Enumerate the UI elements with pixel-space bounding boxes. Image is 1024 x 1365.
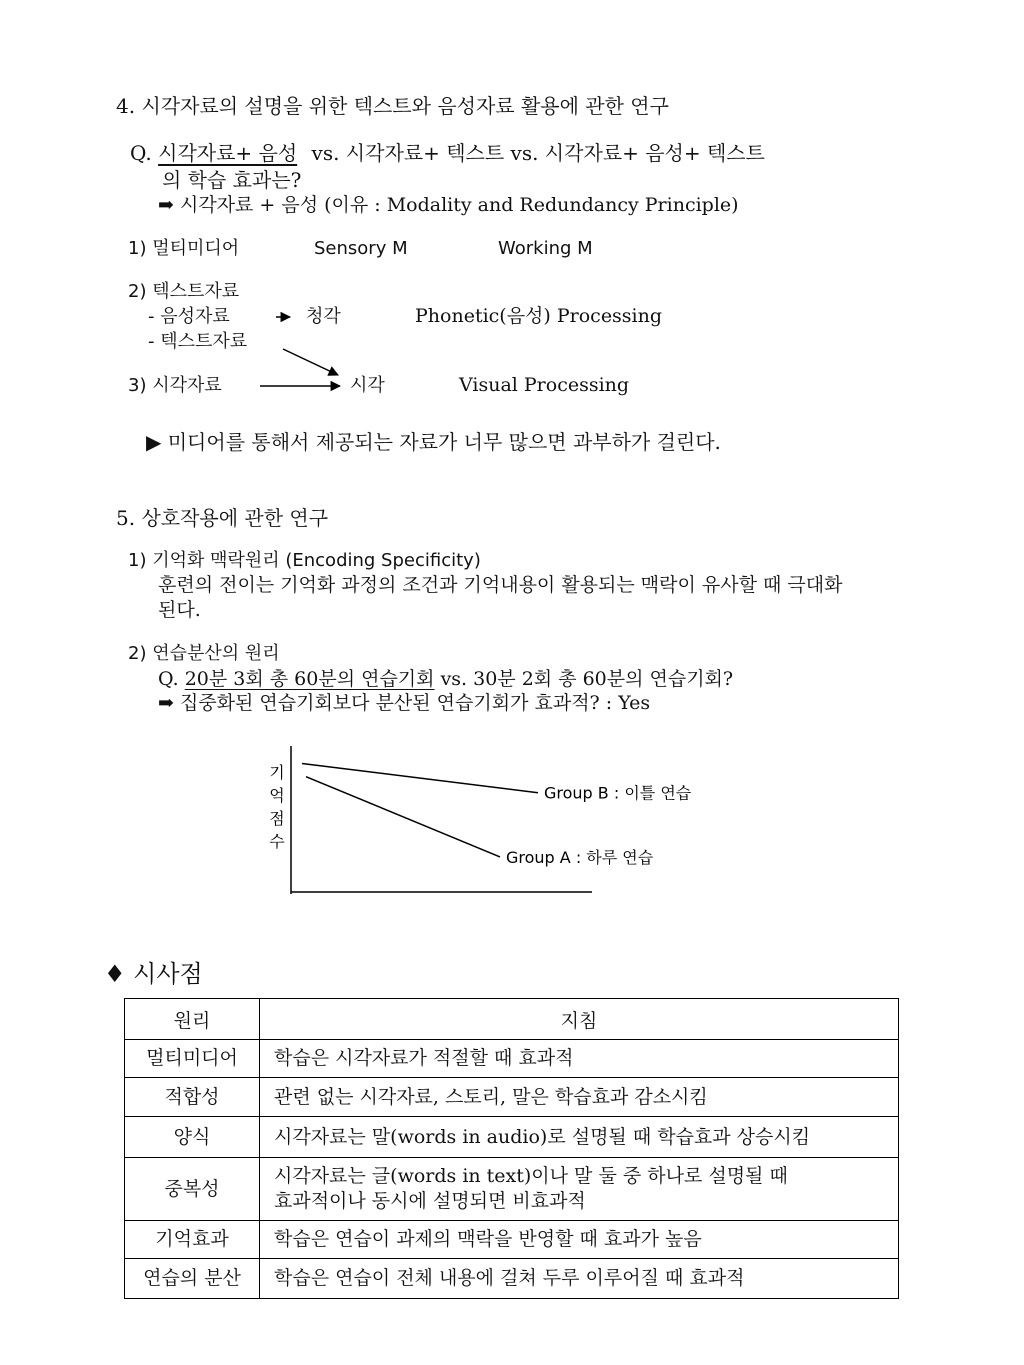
table-row	[125, 1158, 899, 1221]
guideline-cell	[260, 1158, 899, 1221]
table-row	[125, 1259, 899, 1299]
table-row	[125, 1040, 899, 1078]
implications-title: ♦ 시사점	[104, 960, 203, 988]
encoding-description-line1: 훈련의 전이는 기억화 과정의 조건과 기억내용이 활용되는 맥락이 유사할 때 극대화	[158, 574, 843, 596]
guideline-line: 효과적이나 동시에 설명되면 비효과적	[274, 1190, 586, 1212]
guideline-line: 관련 없는 시각자료, 스토리, 말은 학습효과 감소시킴	[274, 1085, 708, 1108]
guideline-line: 학습은 연습이 과제의 맥락을 반영할 때 효과가 높음	[274, 1228, 702, 1251]
phonetic-processing-label: Phonetic(음성) Processing	[415, 305, 663, 327]
visual-processing-label: Visual Processing	[459, 374, 630, 396]
table-row	[125, 1117, 899, 1158]
implications-table	[124, 998, 899, 1299]
guideline-cell	[260, 1117, 899, 1158]
section5-heading: 5. 상호작용에 관한 연구	[116, 506, 329, 530]
principle-cell: 중복성	[125, 1158, 260, 1221]
sensory-memory-label: Sensory M	[314, 238, 408, 259]
section4-answer: ➡ 시각자료 + 음성 (이유 : Modality and Redundancy Principle)	[158, 194, 739, 216]
distributed-practice-answer: ➡ 집중화된 연습기회보다 분산된 연습기회가 효과적? : Yes	[158, 692, 651, 714]
principle-cell: 양식	[125, 1117, 260, 1158]
encoding-specificity-label: 1) 기억화 맥락원리 (Encoding Specificity)	[128, 550, 481, 571]
y-axis-label-char: 억	[269, 786, 285, 805]
item-multimedia-label: 1) 멀티미디어	[128, 238, 240, 259]
header-guideline: 지침	[260, 999, 899, 1040]
question-prefix: Q.	[130, 141, 152, 165]
guideline-line: 시각자료는 말(words in audio)로 설명될 때 학습효과 상승시킴	[274, 1125, 811, 1148]
item-text-label: 2) 텍스트자료	[128, 281, 240, 302]
working-memory-label: Working M	[498, 238, 593, 259]
series-line	[306, 777, 500, 857]
guideline-cell	[260, 1040, 899, 1078]
guideline-line: 학습은 연습이 전체 내용에 걸쳐 두루 이루어질 때 효과적	[274, 1267, 745, 1290]
guideline-cell	[260, 1259, 899, 1299]
principle-cell: 연습의 분산	[125, 1259, 260, 1299]
principle-cell: 적합성	[125, 1078, 260, 1117]
series-line	[302, 764, 538, 793]
question-rest: vs. 시각자료+ 텍스트 vs. 시각자료+ 음성+ 텍스트	[311, 141, 765, 165]
principle-cell: 기억효과	[125, 1221, 260, 1259]
hearing-label: 청각	[306, 306, 341, 327]
dp-question-prefix: Q.	[158, 668, 179, 690]
overload-note: ▶ 미디어를 통해서 제공되는 자료가 너무 많으면 과부하가 걸린다.	[146, 430, 721, 454]
encoding-description-line2: 된다.	[158, 599, 201, 621]
y-axis-label-char: 수	[269, 832, 285, 851]
distributed-practice-label: 2) 연습분산의 원리	[128, 643, 280, 664]
voice-material-label: - 음성자료	[148, 306, 230, 327]
text-material-label: - 텍스트자료	[148, 331, 248, 352]
series-label: Group B : 이틀 연습	[544, 783, 692, 803]
guideline-cell	[260, 1221, 899, 1259]
dp-question-underlined: 20분 3회 총 60분의 연습기회	[184, 668, 435, 690]
y-axis-label-char: 기	[269, 763, 285, 782]
question-line2: 의 학습 효과는?	[162, 168, 302, 192]
question-option-underlined: 시각자료+ 음성	[158, 141, 298, 165]
dp-question-rest: vs. 30분 2회 총 60분의 연습기회?	[440, 668, 734, 690]
y-axis-label-char: 점	[269, 809, 285, 828]
guideline-line: 시각자료는 글(words in text)이나 말 둘 중 하나로 설명될 때	[274, 1165, 788, 1188]
table-row	[125, 1221, 899, 1259]
principle-cell: 멀티미디어	[125, 1040, 260, 1078]
sight-label: 시각	[350, 375, 385, 396]
guideline-line: 학습은 시각자료가 적절할 때 효과적	[274, 1047, 574, 1070]
table-header-row	[125, 999, 899, 1040]
section4-heading: 4. 시각자료의 설명을 위한 텍스트와 음성자료 활용에 관한 연구	[116, 94, 669, 118]
header-principle: 원리	[125, 999, 260, 1040]
item-visual-label: 3) 시각자료	[128, 375, 222, 396]
table-row	[125, 1078, 899, 1117]
guideline-cell	[260, 1078, 899, 1117]
series-label: Group A : 하루 연습	[506, 847, 654, 867]
